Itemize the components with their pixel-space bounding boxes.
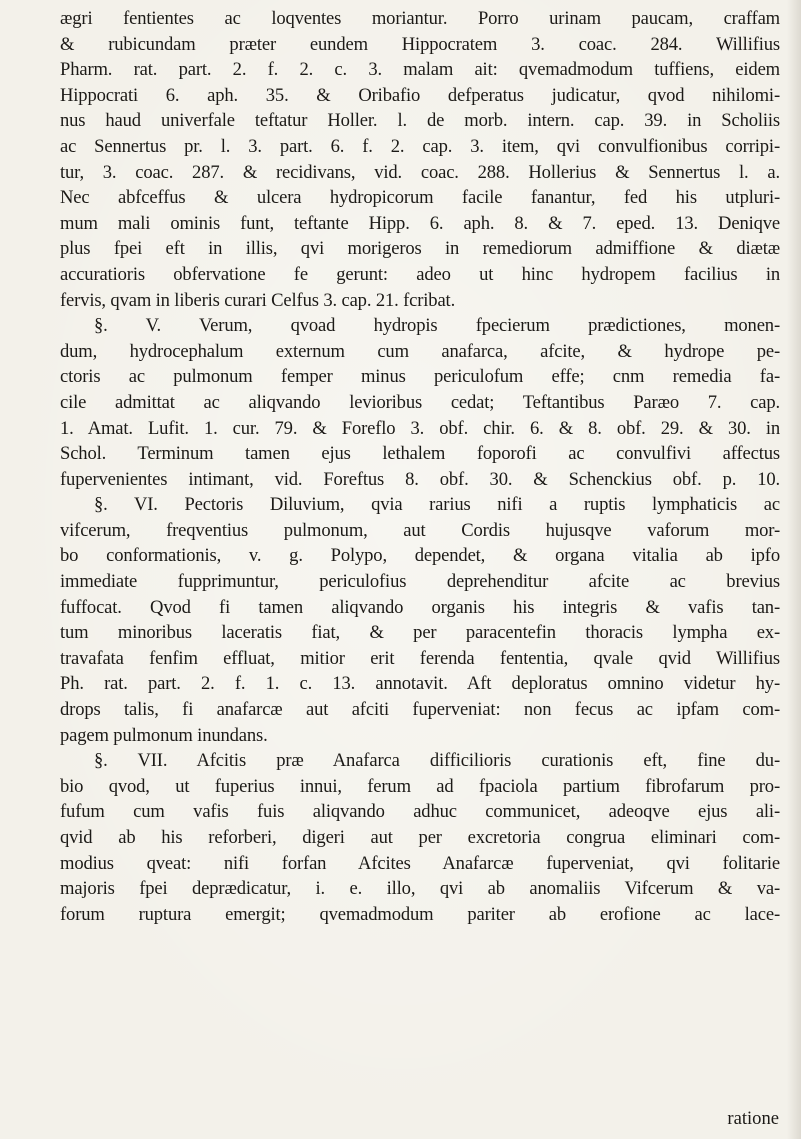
text-line: ctoris ac pulmonum femper minus periculofum effe; cnm remedia fa-: [60, 366, 780, 388]
text-line: travafata fenfim effluat, mitior erit ferenda fententia, qvale qvid Willifius: [60, 647, 780, 669]
text-line: Hippocrati 6. aph. 35. & Oribafio defperatus judicatur, qvod nihilomi-: [60, 84, 780, 106]
catchword: ratione: [727, 1108, 779, 1129]
page-edge-shadow: [787, 0, 801, 1139]
text-line: vifcerum, freqventius pulmonum, aut Cordis hujusqve vaforum mor-: [60, 519, 780, 541]
text-line: majoris fpei deprædicatur, i. e. illo, qvi ab anomaliis Vifcerum & va-: [60, 878, 780, 900]
text-line: mum mali ominis funt, teftante Hipp. 6. aph. 8. & 7. eped. 13. Deniqve: [60, 212, 780, 234]
text-line: ac Sennertus pr. l. 3. part. 6. f. 2. cap. 3. item, qvi convulfionibus corripi-: [60, 135, 780, 157]
text-line: fufum cum vafis fuis aliqvando adhuc communicet, adeoqve ejus ali-: [60, 801, 780, 823]
text-line: fuffocat. Qvod fi tamen aliqvando organis his integris & vafis tan-: [60, 596, 780, 618]
text-line: cile admittat ac aliqvando levioribus cedat; Teftantibus Paræo 7. cap.: [60, 391, 780, 413]
text-line: nus haud univerfale teftatur Holler. l. de morb. intern. cap. 39. in Scholiis: [60, 110, 780, 132]
text-line: dum, hydrocephalum externum cum anafarca, afcite, & hydrope pe-: [60, 340, 780, 362]
text-line: 1. Amat. Lufit. 1. cur. 79. & Foreflo 3. obf. chir. 6. & 8. obf. 29. & 30. in: [60, 417, 780, 439]
text-line: Pharm. rat. part. 2. f. 2. c. 3. malam ait: qvemadmodum tuffiens, eidem: [60, 59, 780, 81]
body-text: [60, 6, 780, 927]
text-line: immediate fupprimuntur, periculofius deprehenditur afcite ac brevius: [60, 571, 780, 593]
text-line: forum ruptura emergit; qvemadmodum pariter ab erofione ac lace-: [60, 903, 780, 925]
text-line: accuratioris obfervatione fe gerunt: adeo ut hinc hydropem facilius in: [60, 263, 780, 285]
text-line: plus fpei eft in illis, qvi morigeros in remediorum admiffione & diætæ: [60, 238, 780, 260]
text-line: Schol. Terminum tamen ejus lethalem foporofi ac convulfivi affectus: [60, 443, 780, 465]
text-line: fupervenientes intimant, vid. Foreftus 8. obf. 30. & Schenckius obf. p. 10.: [60, 468, 780, 490]
text-line: drops talis, fi anafarcæ aut afciti fuperveniat: non fecus ac ipfam com-: [60, 699, 780, 721]
text-line: & rubicundam præter eundem Hippocratem 3. coac. 284. Willifius: [60, 33, 780, 55]
section-heading-line: §. VI. Pectoris Diluvium, qvia rarius nifi a ruptis lymphaticis ac: [94, 494, 780, 516]
section-heading-line: §. V. Verum, qvoad hydropis fpecierum prædictiones, monen-: [94, 315, 780, 337]
text-line: tur, 3. coac. 287. & recidivans, vid. coac. 288. Hollerius & Sennertus l. a.: [60, 161, 780, 183]
text-line: Nec abfceffus & ulcera hydropicorum facile fanantur, fed his utpluri-: [60, 187, 780, 209]
text-line: tum minoribus laceratis fiat, & per paracentefin thoracis lympha ex-: [60, 622, 780, 644]
section-heading-line: §. VII. Afcitis præ Anafarca difficilioris curationis eft, fine du-: [94, 750, 780, 772]
text-line: ægri fentientes ac loqventes moriantur. Porro urinam paucam, craffam: [60, 8, 780, 29]
text-line: pagem pulmonum inundans.: [60, 724, 268, 746]
text-line: bio qvod, ut fuperius innui, ferum ad fpaciola partium fibrofarum pro-: [60, 775, 780, 797]
text-line: fervis, qvam in liberis curari Celfus 3. cap. 21. fcribat.: [60, 289, 456, 311]
text-line: Ph. rat. part. 2. f. 1. c. 13. annotavit. Aft deploratus omnino videtur hy-: [60, 673, 780, 695]
text-line: modius qveat: nifi forfan Afcites Anafarcæ fuperveniat, qvi folitarie: [60, 852, 780, 874]
text-line: qvid ab his reforberi, digeri aut per excretoria congrua eliminari com-: [60, 827, 780, 848]
text-line: bo conformationis, v. g. Polypo, dependet, & organa vitalia ab ipfo: [60, 545, 780, 567]
